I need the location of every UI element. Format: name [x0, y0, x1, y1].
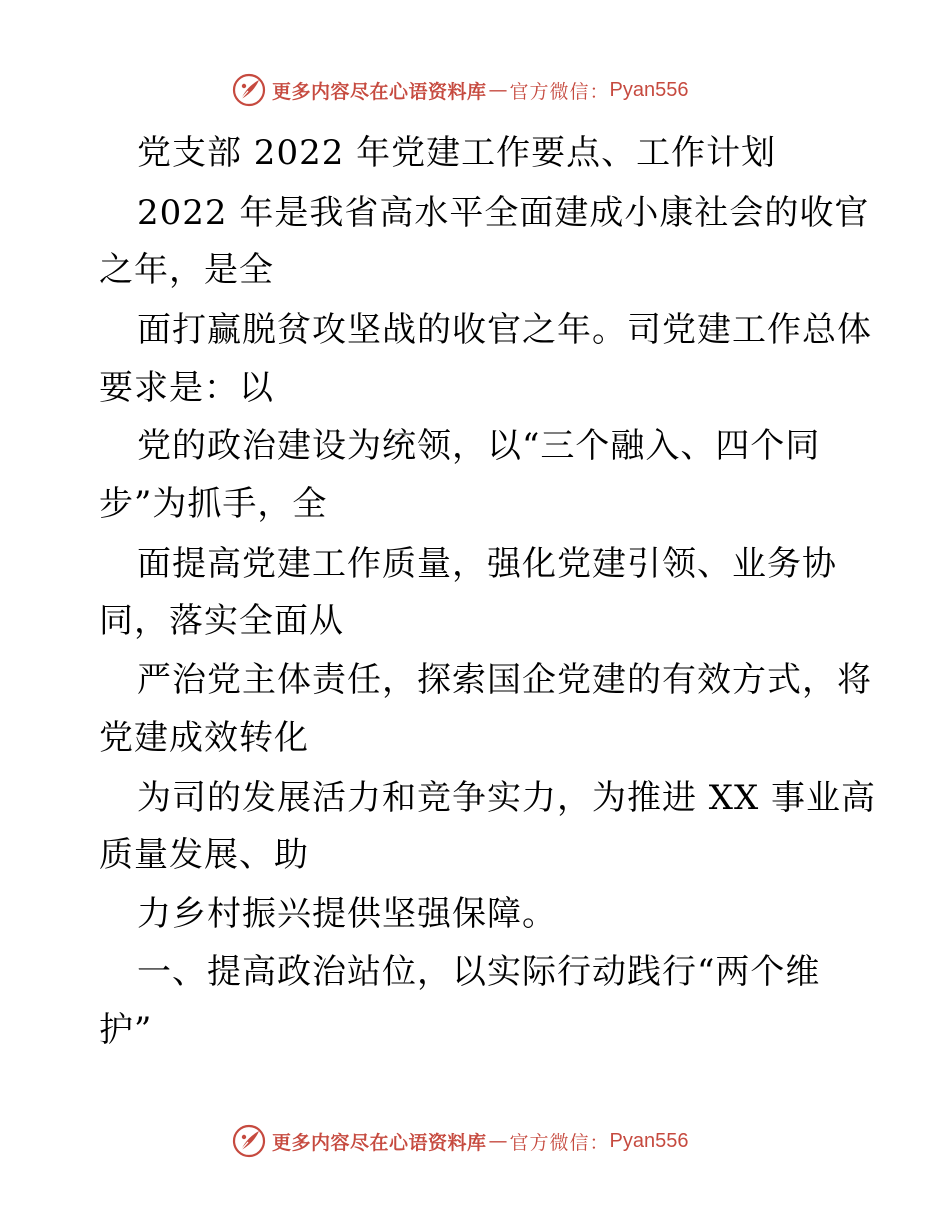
document-title: 党支部 2022 年党建工作要点、工作计划: [137, 133, 777, 173]
watermark-wechat-label: 官方微信：: [509, 1131, 610, 1154]
footer-watermark: [232, 1121, 689, 1161]
paragraph-line: 力乡村振兴提供坚强保障。: [137, 894, 557, 934]
watermark-wechat-id: Pyan556: [609, 78, 689, 101]
header-watermark: [232, 70, 689, 110]
paragraph-line: 为司的发展活力和竞争实力，为推进 XX 事业高: [137, 778, 877, 818]
paragraph-line: 面提高党建工作质量，强化党建引领、业务协: [137, 544, 837, 584]
feather-pen-icon: [232, 73, 266, 107]
feather-pen-icon: [232, 1124, 266, 1158]
paragraph-line: 面打赢脱贫攻坚战的收官之年。司党建工作总体: [137, 310, 872, 350]
paragraph-line: 同，落实全面从: [99, 601, 344, 641]
section-heading: 一、提高政治站位，以实际行动践行“两个维: [137, 952, 821, 992]
watermark-site-text: 更多内容尽在心语资料库: [272, 1131, 487, 1154]
watermark-separator: —: [488, 79, 508, 101]
paragraph-line: 质量发展、助: [99, 835, 309, 875]
paragraph-line: 2022 年是我省高水平全面建成小康社会的收官: [137, 193, 870, 233]
section-heading-continuation: 护”: [99, 1010, 153, 1050]
paragraph-line: 之年，是全: [99, 250, 274, 290]
paragraph-line: 步”为抓手，全: [99, 484, 328, 524]
paragraph-line: 党的政治建设为统领，以“三个融入、四个同: [137, 426, 821, 466]
watermark-separator: —: [488, 1130, 508, 1152]
paragraph-line: 党建成效转化: [99, 718, 309, 758]
paragraph-line: 要求是：以: [99, 368, 274, 408]
watermark-site-text: 更多内容尽在心语资料库: [272, 80, 487, 103]
watermark-wechat-id: Pyan556: [609, 1129, 689, 1152]
watermark-wechat-label: 官方微信：: [509, 80, 610, 103]
paragraph-line: 严治党主体责任，探索国企党建的有效方式，将: [137, 660, 872, 700]
